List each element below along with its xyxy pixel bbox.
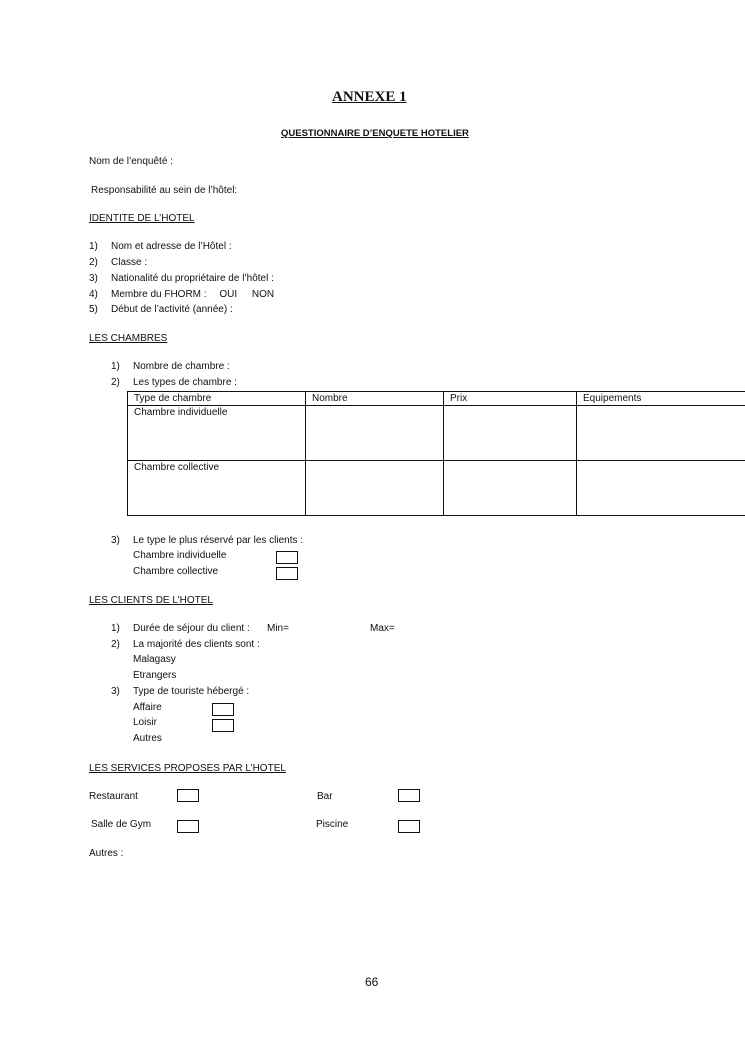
item-number: 3) — [111, 686, 120, 697]
table-header: Type de chambre — [128, 392, 306, 406]
page-title: ANNEXE 1 — [332, 89, 407, 105]
list-item — [111, 623, 250, 634]
checkbox-bar[interactable] — [398, 789, 420, 802]
item-label: Type de touriste hébergé : — [133, 686, 250, 697]
item-label: Membre du FHORM : — [111, 289, 207, 300]
option-label: Loisir — [133, 717, 157, 728]
item-number: 2) — [111, 377, 120, 388]
checkbox-loisir[interactable] — [212, 719, 234, 732]
item-number: 1) — [111, 361, 120, 372]
option-label: Autres — [133, 733, 162, 744]
service-label-gym: Salle de Gym — [91, 819, 152, 830]
item-label: Le type le plus réservé par les clients : — [133, 535, 304, 546]
table-cell-equipements[interactable] — [577, 406, 745, 461]
table-cell-prix[interactable] — [444, 406, 577, 461]
service-label-piscine: Piscine — [316, 819, 349, 830]
list-item — [111, 361, 230, 372]
item-label: La majorité des clients sont : — [133, 639, 260, 650]
item-number: 5) — [89, 304, 98, 315]
checkbox-chambre-collective[interactable] — [276, 567, 298, 580]
table-cell-equipements[interactable] — [577, 461, 745, 516]
fhorm-oui-option[interactable]: OUI — [219, 289, 238, 300]
checkbox-gym[interactable] — [177, 820, 199, 833]
item-number: 1) — [89, 241, 98, 252]
list-item — [89, 241, 232, 252]
services-autres-label: Autres : — [89, 848, 124, 859]
item-number: 4) — [89, 289, 98, 300]
table-header: Equipements — [577, 392, 745, 406]
table-cell-prix[interactable] — [444, 461, 577, 516]
option-label: Affaire — [133, 702, 162, 713]
item-number: 1) — [111, 623, 120, 634]
item-label: Début de l’activité (année) : — [111, 304, 233, 315]
item-label: Les types de chambre : — [133, 377, 237, 388]
item-label: Classe : — [111, 257, 148, 268]
list-item — [111, 686, 249, 697]
checkbox-affaire[interactable] — [212, 703, 234, 716]
table-cell-nombre[interactable] — [306, 406, 444, 461]
table-row — [128, 461, 745, 516]
list-item — [89, 304, 233, 315]
item-label: Nom et adresse de l’Hôtel : — [111, 241, 232, 252]
list-item — [111, 639, 260, 650]
questionnaire-subtitle: QUESTIONNAIRE D’ENQUETE HOTELIER — [281, 128, 469, 139]
table-cell-type: Chambre collective — [128, 461, 306, 516]
item-number: 2) — [89, 257, 98, 268]
duration-min-label: Min= — [267, 623, 289, 634]
section-heading-services: LES SERVICES PROPOSES PAR L’HOTEL — [89, 763, 286, 774]
option-label: Chambre individuelle — [133, 550, 227, 561]
item-number: 2) — [111, 639, 120, 650]
table-cell-type: Chambre individuelle — [128, 406, 306, 461]
table-header: Prix — [444, 392, 577, 406]
duration-max-label: Max= — [370, 623, 395, 634]
page-number: 66 — [365, 975, 379, 989]
room-types-table — [127, 391, 745, 516]
checkbox-restaurant[interactable] — [177, 789, 199, 802]
option-label: Malagasy — [133, 654, 176, 665]
section-heading-chambres: LES CHAMBRES — [89, 333, 168, 344]
table-header: Nombre — [306, 392, 444, 406]
list-item — [89, 273, 274, 284]
list-item — [111, 535, 303, 546]
item-number: 3) — [111, 535, 120, 546]
item-number: 3) — [89, 273, 98, 284]
service-label-bar: Bar — [317, 791, 333, 802]
table-cell-nombre[interactable] — [306, 461, 444, 516]
responsibility-label: Responsabilité au sein de l’hôtel: — [91, 185, 238, 196]
table-header-row — [128, 392, 745, 406]
item-label: Durée de séjour du client : — [133, 623, 250, 634]
item-label: Nationalité du propriétaire de l’hôtel : — [111, 273, 274, 284]
table-row — [128, 406, 745, 461]
service-label-restaurant: Restaurant — [89, 791, 138, 802]
checkbox-chambre-individuelle[interactable] — [276, 551, 298, 564]
option-label: Etrangers — [133, 670, 177, 681]
section-heading-clients: LES CLIENTS DE L’HOTEL — [89, 595, 213, 606]
item-label: Nombre de chambre : — [133, 361, 230, 372]
enquete-name-label: Nom de l’enquêté : — [89, 156, 173, 167]
fhorm-non-option[interactable]: NON — [251, 289, 275, 300]
section-heading-identite: IDENTITE DE L’HOTEL — [89, 213, 195, 224]
list-item — [111, 377, 237, 388]
list-item — [89, 257, 147, 268]
list-item — [89, 289, 274, 300]
option-label: Chambre collective — [133, 566, 219, 577]
checkbox-piscine[interactable] — [398, 820, 420, 833]
